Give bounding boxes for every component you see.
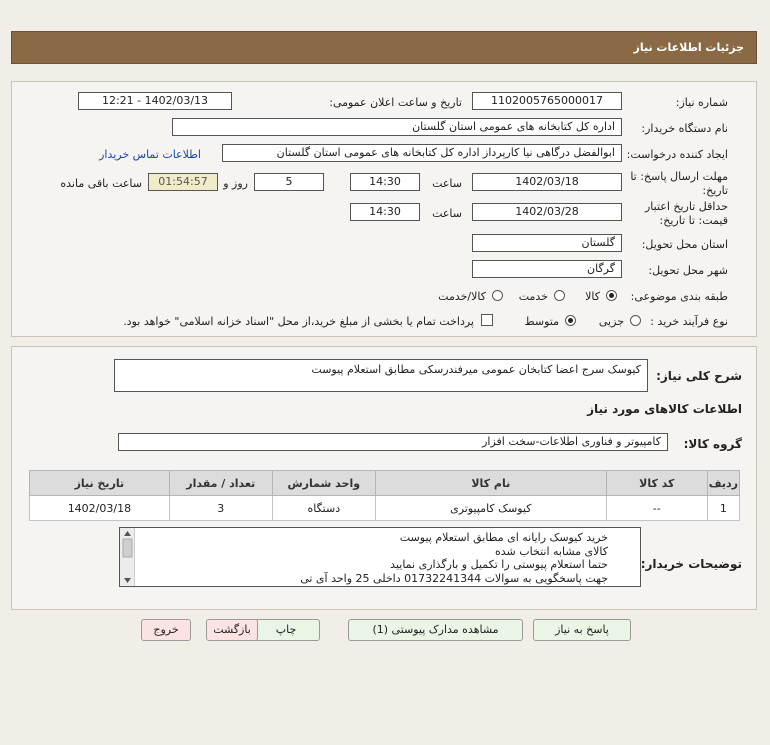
days-field: 5 <box>254 173 324 191</box>
cell-goods-name: کیوسک کامپیوتری <box>375 496 606 521</box>
category-option-goods: کالا <box>585 290 600 303</box>
validity-date-field: 1402/03/28 <box>472 203 622 221</box>
requester-label: ایجاد کننده درخواست: <box>626 148 728 161</box>
notes-line: خرید کیوسک رایانه ای مطابق استعلام پیوست <box>399 531 608 544</box>
buyer-contact-link[interactable]: اطلاعات تماس خریدار <box>99 148 201 161</box>
col-need-date: تاریخ نیاز <box>30 471 170 496</box>
buyer-notes-label: توضیحات خریدار: <box>640 557 742 571</box>
deadline-time-label: ساعت <box>432 177 462 190</box>
goods-info-title: اطلاعات کالاهای مورد نیاز <box>587 402 742 416</box>
category-label: طبقه بندی موضوعی: <box>630 290 728 303</box>
scrollbar-arrows-icon <box>121 528 134 586</box>
category-option-service: خدمت <box>518 290 548 303</box>
need-number-field: 1102005765000017 <box>472 92 622 110</box>
validity-time-field: 14:30 <box>350 203 420 221</box>
need-info-panel <box>11 81 757 337</box>
table-row <box>30 496 740 521</box>
process-option-minor: جزیی <box>598 315 624 328</box>
cell-quantity: 3 <box>169 496 272 521</box>
notes-scrollbar[interactable] <box>120 528 135 586</box>
buyer-notes-text <box>300 531 608 585</box>
deadline-time-field: 14:30 <box>350 173 420 191</box>
cell-need-date: 1402/03/18 <box>30 496 170 521</box>
cell-unit: دستگاه <box>272 496 375 521</box>
print-button[interactable]: چاپ <box>252 619 320 641</box>
validity-label-2: قیمت: تا تاریخ: <box>659 214 728 227</box>
city-label: شهر محل تحویل: <box>648 264 728 277</box>
validity-label: حداقل تاریخ اعتبار <box>644 200 728 213</box>
buyer-org-field: اداره کل کتابخانه های عمومی استان گلستان <box>172 118 622 136</box>
days-label: روز و <box>223 177 248 190</box>
province-label: استان محل تحویل: <box>641 238 728 251</box>
remaining-time-field: 01:54:57 <box>148 173 218 191</box>
cell-goods-code: -- <box>606 496 707 521</box>
goods-table <box>29 470 740 521</box>
process-radio-medium[interactable] <box>565 315 576 326</box>
need-number-label: شماره نیاز: <box>675 96 728 109</box>
process-radio-minor[interactable] <box>630 315 641 326</box>
cell-row-number: 1 <box>707 496 739 521</box>
category-radio-goods-service[interactable] <box>492 290 503 301</box>
goods-group-label: گروه کالا: <box>683 437 742 451</box>
requester-field: ابوالفضل درگاهی نیا کارپرداز اداره کل کتابخانه های عمومی استان گلستان <box>222 144 622 162</box>
page-title: جزئیات اطلاعات نیاز <box>633 41 744 54</box>
notes-line: جهت پاسخگویی به سوالات 01732241344 داخلی 25 واحد آی تی <box>300 571 608 585</box>
back-button[interactable]: بازگشت <box>206 619 258 641</box>
buyer-notes-box[interactable] <box>119 527 641 587</box>
deadline-label: مهلت ارسال پاسخ: تا <box>630 170 728 183</box>
announce-datetime-label: تاریخ و ساعت اعلان عمومی: <box>329 96 462 109</box>
treasury-payment-checkbox[interactable] <box>481 314 493 326</box>
need-details-panel <box>11 346 757 610</box>
summary-label: شرح کلی نیاز: <box>656 369 742 383</box>
col-goods-code: کد کالا <box>606 471 707 496</box>
deadline-date-field: 1402/03/18 <box>472 173 622 191</box>
notes-line: کالای مشابه انتخاب شده <box>495 544 608 558</box>
reply-button[interactable]: پاسخ به نیاز <box>533 619 631 641</box>
exit-button[interactable]: خروج <box>141 619 191 641</box>
announce-datetime-field: 1402/03/13 - 12:21 <box>78 92 232 110</box>
category-radio-goods[interactable] <box>606 290 617 301</box>
summary-field: کیوسک سرج اعضا کتابخان عمومی میرفندرسکی مطابق استعلام پیوست <box>114 359 648 392</box>
col-unit: واحد شمارش <box>272 471 375 496</box>
process-label: نوع فرآیند خرید : <box>650 315 728 328</box>
buyer-org-label: نام دستگاه خریدار: <box>641 122 728 135</box>
page-header <box>11 31 757 64</box>
goods-table-header <box>30 471 740 496</box>
col-row-number: ردیف <box>707 471 739 496</box>
deadline-label-2: تاریخ: <box>702 184 728 197</box>
city-field: گرگان <box>472 260 622 278</box>
category-option-goods-service: کالا/خدمت <box>438 290 486 303</box>
process-option-medium: متوسط <box>524 315 559 328</box>
province-field: گلستان <box>472 234 622 252</box>
category-radio-service[interactable] <box>554 290 565 301</box>
validity-time-label: ساعت <box>432 207 462 220</box>
notes-line: حتما استعلام پیوستی را تکمیل و بارگذاری نمایید <box>390 558 608 571</box>
treasury-payment-note: پرداخت تمام یا بخشی از مبلغ خرید،از محل "اسناد خزانه اسلامی" خواهد بود. <box>123 315 474 328</box>
col-goods-name: نام کالا <box>375 471 606 496</box>
goods-group-field: کامپیوتر و فناوری اطلاعات-سخت افزار <box>118 433 668 451</box>
col-quantity: تعداد / مقدار <box>169 471 272 496</box>
view-documents-button[interactable]: مشاهده مدارک پیوستی (1) <box>348 619 523 641</box>
remaining-time-label: ساعت باقی مانده <box>60 177 142 190</box>
